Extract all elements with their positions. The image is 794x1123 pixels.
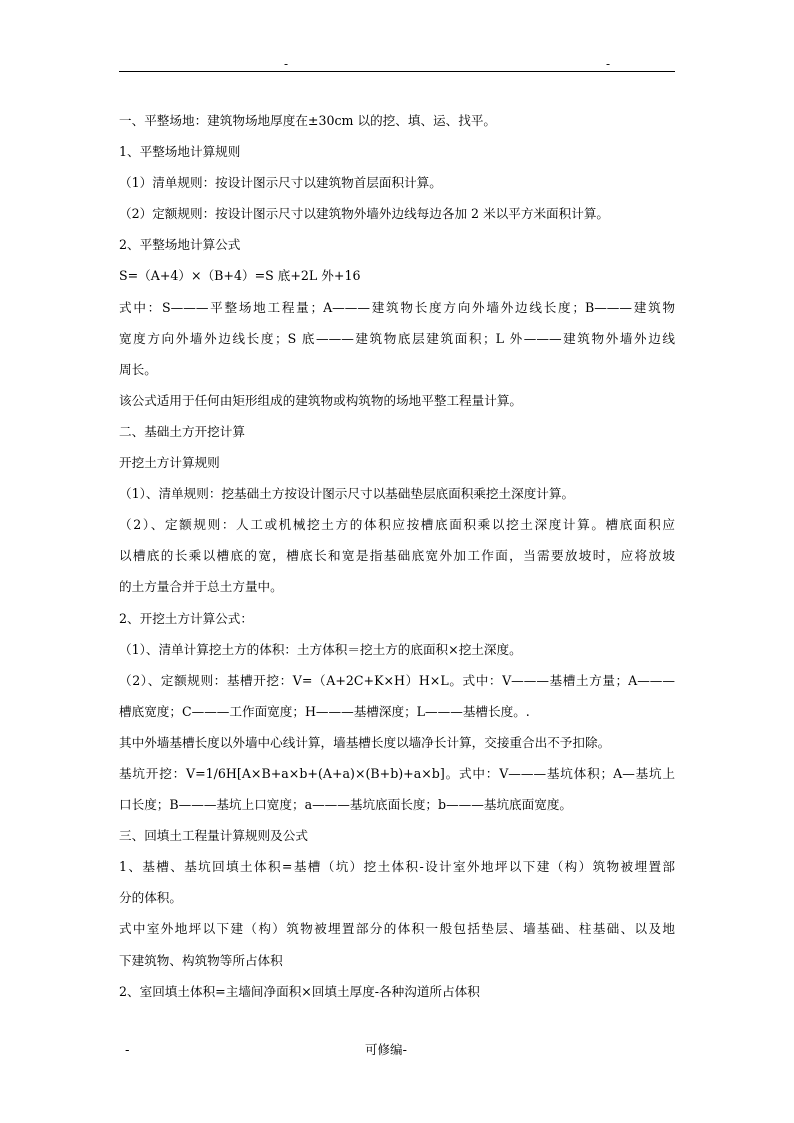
header-rule — [119, 71, 675, 72]
paragraph-line: 口长度；B———基坑上口宽度；a———基坑底面长度；b———基坑底面宽度。 — [119, 797, 573, 813]
paragraph-line: （2）、定额规则：基槽开挖：V=（A+2C+K×H）H×L。式中：V———基槽土方量；A——— — [119, 672, 675, 688]
paragraph-line: 以槽底的长乘以槽底的宽，槽底长和宽是指基础底宽外加工作面，当需要放坡时，应将放坡 — [119, 548, 675, 564]
paragraph-line: 槽底宽度；C———工作面宽度；H———基槽深度；L———基槽长度。. — [119, 703, 530, 719]
section-heading: 二、基础土方开挖计算 — [119, 423, 245, 439]
header-right-mark: - — [606, 57, 611, 71]
paragraph-line: （1）、清单规则：挖基础土方按设计图示尺寸以基础垫层底面积乘挖土深度计算。 — [119, 486, 575, 502]
header-left-mark: - — [284, 57, 289, 71]
paragraph-line: 周长。 — [119, 361, 157, 377]
subheading: 2、开挖土方计算公式： — [119, 610, 253, 626]
paragraph-line: 分的体积。 — [119, 890, 182, 906]
section-heading: 三、回填土工程量计算规则及公式 — [119, 828, 308, 844]
paragraph-line: 1、基槽、基坑回填土体积=基槽（坑）挖土体积-设计室外地坪以下建（构）筑物被埋置部 — [119, 859, 675, 875]
paragraph-line: （2）定额规则：按设计图示尺寸以建筑物外墙外边线每边各加 2 米以平方米面积计算。 — [119, 206, 610, 222]
footer-left-mark: - — [125, 1042, 130, 1057]
paragraph-line: 该公式适用于任何由矩形组成的建筑物或构筑物的场地平整工程量计算。 — [119, 392, 522, 408]
paragraph-line: 2、室回填土体积=主墙间净面积×回填土厚度-各种沟道所占体积 — [119, 983, 480, 999]
subheading: 2、平整场地计算公式 — [119, 237, 241, 253]
paragraph-line: 基坑开挖：V=1/6H[A×B+a×b+(A+a)×(B+b)+a×b]。式中：V———基坑体积；A—基坑上 — [119, 765, 675, 781]
paragraph-line: （1）清单规则：按设计图示尺寸以建筑物首层面积计算。 — [119, 175, 442, 191]
paragraph-line: 式中室外地坪以下建（构）筑物被埋置部分的体积一般包括垫层、墙基础、柱基础、以及地 — [119, 921, 675, 937]
paragraph-line: 式中：S———平整场地工程量；A———建筑物长度方向外墙外边线长度；B———建筑物 — [119, 299, 675, 315]
paragraph-line: 宽度方向外墙外边线长度；S 底———建筑物底层建筑面积；L 外———建筑物外墙外边线 — [119, 330, 675, 346]
formula-line: S=（A+4）×（B+4）=S 底+2L 外+16 — [119, 268, 361, 284]
paragraph-line: 的土方量合并于总土方量中。 — [119, 579, 283, 595]
subheading: 开挖土方计算规则 — [119, 455, 220, 471]
section-heading: 一、平整场地：建筑物场地厚度在±30cm 以的挖、填、运、找平。 — [119, 113, 497, 128]
subheading: 1、平整场地计算规则 — [119, 144, 241, 160]
document-body — [119, 105, 675, 1007]
paragraph-line: 下建筑物、构筑物等所占体积 — [119, 952, 283, 968]
paragraph-line: 其中外墙基槽长度以外墙中心线计算，墙基槽长度以墙净长计算，交接重合出不予扣除。 — [119, 734, 611, 750]
paragraph-line: （1）、清单计算挖土方的体积：土方体积＝挖土方的底面积×挖土深度。 — [119, 641, 522, 657]
footer-text: 可修编- — [365, 1042, 408, 1057]
paragraph-line: （2）、定额规则：人工或机械挖土方的体积应按槽底面积乘以挖土深度计算。槽底面积应 — [119, 517, 675, 533]
